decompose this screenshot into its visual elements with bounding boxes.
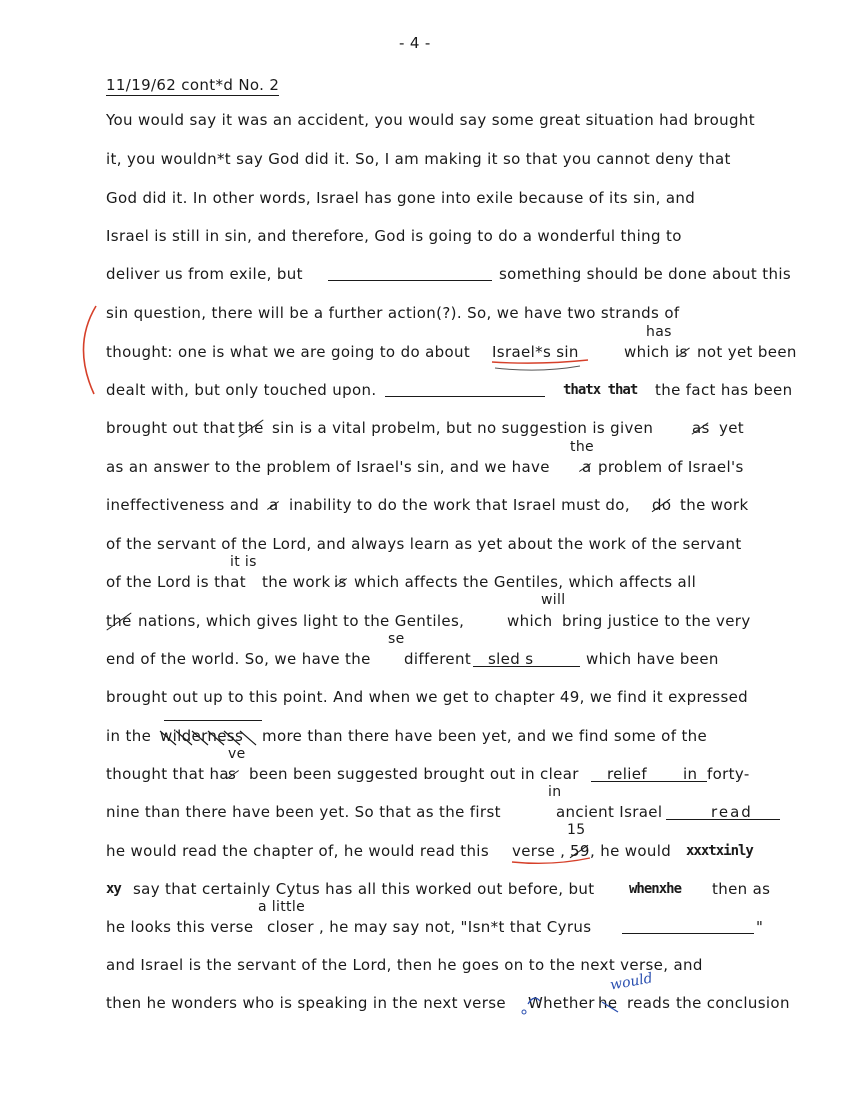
typed-over-text: thatx that — [563, 382, 638, 398]
pencil-underline-1 — [495, 366, 580, 370]
text-line-9-middle: sin is a vital probelm, but no suggestion is given — [272, 419, 654, 437]
text-line-18-start: thought that ha — [106, 765, 229, 783]
blue-ink-strike — [528, 998, 540, 1004]
text-line-3: God did it. In other words, Israel has gone into exile because of its sin, and — [106, 189, 696, 207]
typed-over-text: xy — [106, 881, 121, 897]
text-line-24-end: the conclusion — [676, 994, 790, 1012]
filled-blank: read — [711, 803, 753, 821]
page-number: - 4 - — [399, 34, 431, 52]
text-line-22-start: he looks this verse — [106, 918, 254, 936]
handwritten-insertion: would — [608, 970, 654, 994]
red-underline-2 — [512, 858, 590, 863]
text-line-21-end: then as — [712, 880, 771, 898]
interlinear-insertion: ve — [228, 746, 246, 762]
filled-blank: in — [683, 765, 698, 783]
text-line-17-end: more than there have been yet, and we find some of the — [262, 727, 708, 745]
text-line-14-word: which — [507, 612, 553, 630]
text-line-19-word: ancient Israel — [556, 803, 663, 821]
text-line-14-end: bring justice to the very — [562, 612, 751, 630]
red-underline-1 — [492, 360, 588, 363]
filled-blank: sled s — [488, 650, 534, 668]
text-line-18-end: forty- — [707, 765, 750, 783]
text-line-13-end: which affects the Gentiles, which affects all — [354, 573, 697, 591]
struck-word: a — [582, 458, 592, 476]
text-line-15-end: which have been — [586, 650, 719, 668]
text-line-17-start: in the — [106, 727, 152, 745]
text-line-14-start: nations, which gives light to the Gentiles, — [138, 612, 465, 630]
interlinear-insertion: the — [570, 439, 595, 455]
text-line-6: sin question, there will be a further action(?). So, we have two strands of — [106, 304, 680, 322]
text-line-11-end: the work — [680, 496, 749, 514]
struck-word: is — [334, 573, 347, 591]
text-line-20-middle: , he would — [590, 842, 672, 860]
text-line-16: brought out up to this point. And when we get to chapter 49, we find it expressed — [106, 688, 749, 706]
text-line-1: You would say it was an accident, you would say some great situation had brought — [106, 111, 755, 129]
filled-blank: relief — [607, 765, 648, 783]
text-line-20-word: verse , — [512, 842, 566, 860]
text-line-2: it, you wouldn*t say God did it. So, I am making it so that you cannot deny that — [106, 150, 731, 168]
text-line-7-start: thought: one is what we are going to do about — [106, 343, 471, 361]
struck-word: the — [106, 612, 132, 630]
text-line-11-middle: inability to do the work that Israel must do, — [289, 496, 630, 514]
document-heading: 11/19/62 cont*d No. 2 — [106, 76, 280, 94]
red-margin-bracket — [83, 306, 96, 394]
text-line-11-start: ineffectiveness and — [106, 496, 260, 514]
text-line-22-end: " — [756, 918, 764, 936]
interlinear-insertion: 15 — [567, 822, 586, 838]
struck-word: do — [652, 496, 672, 514]
struck-word: the — [238, 419, 264, 437]
text-line-13-start: of the Lord is that — [106, 573, 246, 591]
text-line-4: Israel is still in sin, and therefore, God is going to do a wonderful thing to — [106, 227, 682, 245]
text-line-24-word: he — [598, 994, 618, 1012]
struck-word: 59 — [570, 842, 590, 860]
struck-word: is — [675, 343, 688, 361]
text-line-9-end: yet — [719, 419, 745, 437]
struck-word: wilderness — [160, 727, 244, 745]
blue-ink-dot — [522, 1010, 526, 1014]
text-line-8-end: the fact has been — [655, 381, 793, 399]
text-line-9-start: brought out that — [106, 419, 236, 437]
interlinear-insertion: has — [646, 324, 672, 340]
strike-mark — [160, 731, 256, 745]
text-line-7-end: not yet been — [697, 343, 797, 361]
text-line-21-start: say that certainly Cytus has all this worked out before, but — [133, 880, 595, 898]
text-line-10-start: as an answer to the problem of Israel's sin, and we have — [106, 458, 550, 476]
struck-word: a — [269, 496, 279, 514]
interlinear-insertion: in — [548, 784, 562, 800]
text-line-10-end: problem of Israel's — [598, 458, 744, 476]
text-line-8-start: dealt with, but only touched upon. — [106, 381, 377, 399]
text-line-24-word: reads — [627, 994, 671, 1012]
typed-over-text: whenxhe — [629, 881, 682, 897]
text-line-12: of the servant of the Lord, and always learn as yet about the work of the servant — [106, 535, 742, 553]
text-line-22-middle: closer , he may say not, "Isn*t that Cyrus — [267, 918, 592, 936]
text-line-15-start: end of the world. So, we have the — [106, 650, 371, 668]
text-line-18-middle: been been suggested brought out in clear — [249, 765, 579, 783]
text-line-5-end: something should be done about this — [499, 265, 792, 283]
interlinear-insertion: se — [388, 631, 405, 647]
interlinear-insertion: a little — [258, 899, 306, 915]
struck-word: s — [228, 765, 237, 783]
interlinear-insertion: it is — [230, 554, 257, 570]
text-line-19-start: nine than there have been yet. So that as the first — [106, 803, 501, 821]
text-line-5-start: deliver us from exile, but — [106, 265, 303, 283]
text-line-23: and Israel is the servant of the Lord, then he goes on to the next verse, and — [106, 956, 703, 974]
text-line-20-start: he would read the chapter of, he would read this — [106, 842, 489, 860]
text-line-13-word: the work — [262, 573, 331, 591]
underlined-phrase: Israel*s sin — [492, 343, 579, 361]
typed-over-text: xxxtxinly — [686, 843, 753, 859]
interlinear-insertion: will — [541, 592, 566, 608]
text-line-24-start: then he wonders who is speaking in the next verse — [106, 994, 507, 1012]
text-line-24-word: Whether — [528, 994, 595, 1012]
text-line-7-word: which — [624, 343, 670, 361]
text-line-15-word: different — [404, 650, 472, 668]
blue-ink-strike — [602, 1002, 618, 1012]
struck-word: as — [692, 419, 710, 437]
